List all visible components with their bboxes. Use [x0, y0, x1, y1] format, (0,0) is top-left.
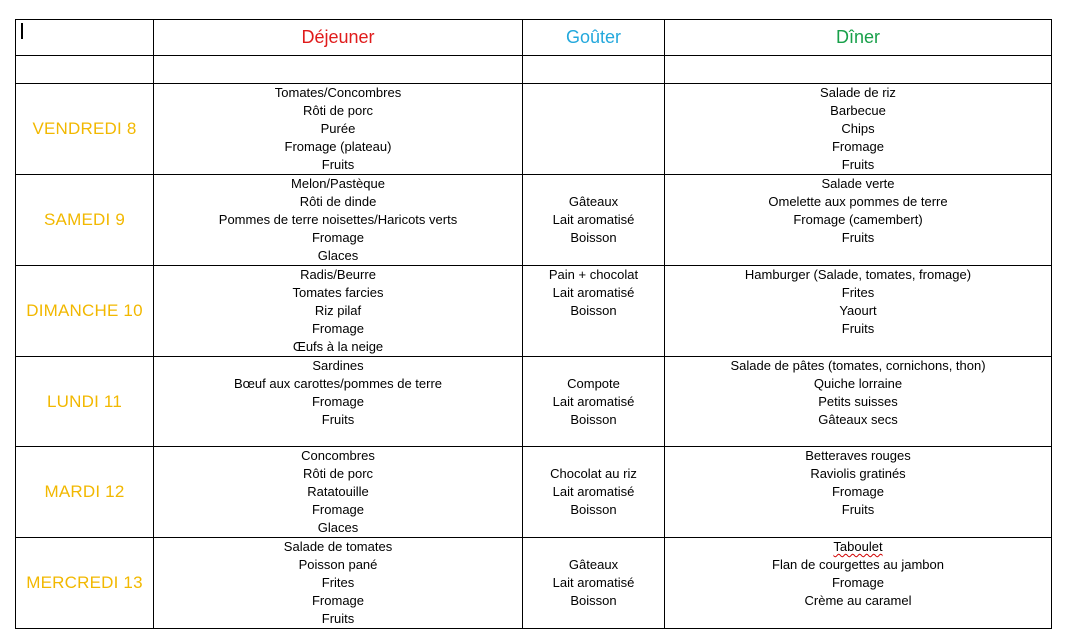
diner-cell[interactable]: [665, 175, 1052, 266]
dejeuner-item: Rôti de porc: [302, 103, 374, 118]
dejeuner-item: Radis/Beurre: [300, 267, 376, 282]
header-diner[interactable]: Dîner: [665, 20, 1052, 56]
header-gouter[interactable]: Goûter: [523, 20, 665, 56]
gouter-item: Boisson: [570, 230, 617, 245]
diner-item: Quiche lorraine: [813, 376, 903, 391]
dejeuner-item: Poisson pané: [298, 557, 378, 572]
spacer-cell[interactable]: [16, 56, 154, 84]
diner-item: Fruits: [841, 502, 875, 517]
dejeuner-cell[interactable]: [154, 175, 523, 266]
gouter-cell[interactable]: [523, 266, 665, 357]
dejeuner-item: Rôti de porc: [302, 466, 374, 481]
dejeuner-cell[interactable]: [154, 357, 523, 447]
gouter-item: Compote: [567, 375, 620, 391]
diner-item: Salade de pâtes (tomates, cornichons, thon): [730, 358, 986, 373]
gouter-item: Pain + chocolat: [548, 267, 639, 282]
day-row: [16, 447, 1052, 538]
gouter-item: Chocolat au riz: [550, 466, 637, 481]
dejeuner-item: Glaces: [317, 248, 359, 263]
day-label[interactable]: LUNDI 11: [16, 357, 154, 447]
dejeuner-cell[interactable]: [154, 538, 523, 629]
day-row: [16, 84, 1052, 175]
diner-item: Raviolis gratinés: [810, 466, 906, 481]
spacer-cell[interactable]: [665, 56, 1052, 84]
header-row: [16, 20, 1052, 56]
day-row: [16, 175, 1052, 266]
day-label[interactable]: VENDREDI 8: [16, 84, 154, 175]
diner-item: Betteraves rouges: [805, 448, 911, 463]
gouter-cell[interactable]: [523, 447, 665, 538]
day-row: [16, 357, 1052, 447]
dejeuner-item: Concombres: [301, 448, 375, 463]
day-row: [16, 538, 1052, 629]
dejeuner-item: Tomates farcies: [292, 285, 384, 300]
diner-item: Fruits: [841, 230, 875, 245]
spacer-row: [16, 56, 1052, 84]
gouter-cell[interactable]: [523, 84, 665, 175]
dejeuner-cell[interactable]: [154, 84, 523, 175]
diner-item: Gâteaux secs: [818, 412, 898, 427]
diner-cell[interactable]: [665, 266, 1052, 357]
dejeuner-item: Melon/Pastèque: [291, 176, 385, 191]
diner-item: Fruits: [841, 321, 875, 336]
day-label[interactable]: DIMANCHE 10: [16, 266, 154, 357]
gouter-item: Boisson: [570, 593, 617, 608]
diner-item: Salade verte: [821, 176, 895, 191]
dejeuner-item: Salade de tomates: [283, 539, 393, 554]
diner-cell[interactable]: [665, 447, 1052, 538]
dejeuner-item: Œufs à la neige: [292, 339, 384, 354]
spacer-cell[interactable]: [523, 56, 665, 84]
diner-item: Fromage: [831, 575, 885, 590]
diner-item: Fromage: [831, 139, 885, 154]
dejeuner-item: Tomates/Concombres: [274, 85, 402, 100]
header-dejeuner[interactable]: Déjeuner: [154, 20, 523, 56]
diner-item: Hamburger (Salade, tomates, fromage): [744, 267, 972, 282]
gouter-cell[interactable]: [523, 175, 665, 266]
dejeuner-item: Fromage: [311, 593, 365, 608]
dejeuner-item: Fromage: [311, 394, 365, 409]
diner-item: Fruits: [841, 157, 875, 172]
dejeuner-item: Rôti de dinde: [299, 194, 377, 209]
gouter-item: Gâteaux: [568, 194, 619, 209]
gouter-item: Lait aromatisé: [552, 393, 635, 409]
dejeuner-item: Glaces: [317, 520, 359, 535]
gouter-item: Lait aromatisé: [552, 575, 635, 590]
dejeuner-item: Fruits: [321, 157, 355, 172]
spacer-cell[interactable]: [154, 56, 523, 84]
dejeuner-item: Riz pilaf: [314, 303, 362, 318]
dejeuner-item: Ratatouille: [307, 484, 369, 499]
dejeuner-item: Pommes de terre noisettes/Haricots verts: [218, 212, 458, 227]
diner-item: Chips: [841, 121, 875, 136]
gouter-item: Lait aromatisé: [552, 285, 635, 300]
dejeuner-item: Fromage: [311, 502, 365, 517]
diner-item: Frites: [841, 285, 875, 300]
diner-cell[interactable]: [665, 84, 1052, 175]
diner-cell[interactable]: [665, 357, 1052, 447]
diner-cell[interactable]: [665, 538, 1052, 629]
dejeuner-item: Fromage: [311, 321, 365, 336]
dejeuner-item: Bœuf aux carottes/pommes de terre: [233, 376, 443, 391]
diner-item: Barbecue: [830, 103, 886, 118]
day-row: [16, 266, 1052, 357]
diner-item: Salade de riz: [820, 85, 896, 100]
day-label[interactable]: MERCREDI 13: [16, 538, 154, 629]
gouter-item: Boisson: [570, 411, 617, 427]
header-empty-cell[interactable]: [16, 20, 154, 56]
dejeuner-cell[interactable]: [154, 266, 523, 357]
diner-item: Petits suisses: [818, 394, 898, 409]
diner-item: Omelette aux pommes de terre: [768, 194, 948, 209]
diner-item: Fromage (camembert): [793, 212, 923, 227]
dejeuner-item: Fromage: [311, 230, 365, 245]
diner-item: Crème au caramel: [804, 593, 912, 608]
gouter-cell[interactable]: [523, 538, 665, 629]
dejeuner-item: Fromage (plateau): [284, 139, 392, 154]
gouter-cell[interactable]: [523, 357, 665, 447]
dejeuner-item: Sardines: [312, 358, 364, 373]
day-label[interactable]: MARDI 12: [16, 447, 154, 538]
gouter-item: Boisson: [570, 502, 617, 517]
dejeuner-item: Fruits: [321, 412, 355, 427]
dejeuner-item: Frites: [321, 575, 355, 590]
diner-item: Yaourt: [839, 303, 877, 318]
gouter-item: Boisson: [570, 303, 617, 318]
day-label[interactable]: SAMEDI 9: [16, 175, 154, 266]
gouter-item: Lait aromatisé: [552, 484, 635, 499]
dejeuner-item: Purée: [320, 121, 356, 136]
gouter-item: Gâteaux: [568, 557, 619, 572]
gouter-item: Lait aromatisé: [552, 212, 635, 227]
dejeuner-item: Fruits: [321, 611, 355, 626]
diner-item: Taboulet: [833, 539, 883, 554]
diner-item: Flan de courgettes au jambon: [772, 557, 944, 572]
dejeuner-cell[interactable]: [154, 447, 523, 538]
weekly-menu-table: [15, 19, 1052, 629]
diner-item: Fromage: [831, 484, 885, 499]
